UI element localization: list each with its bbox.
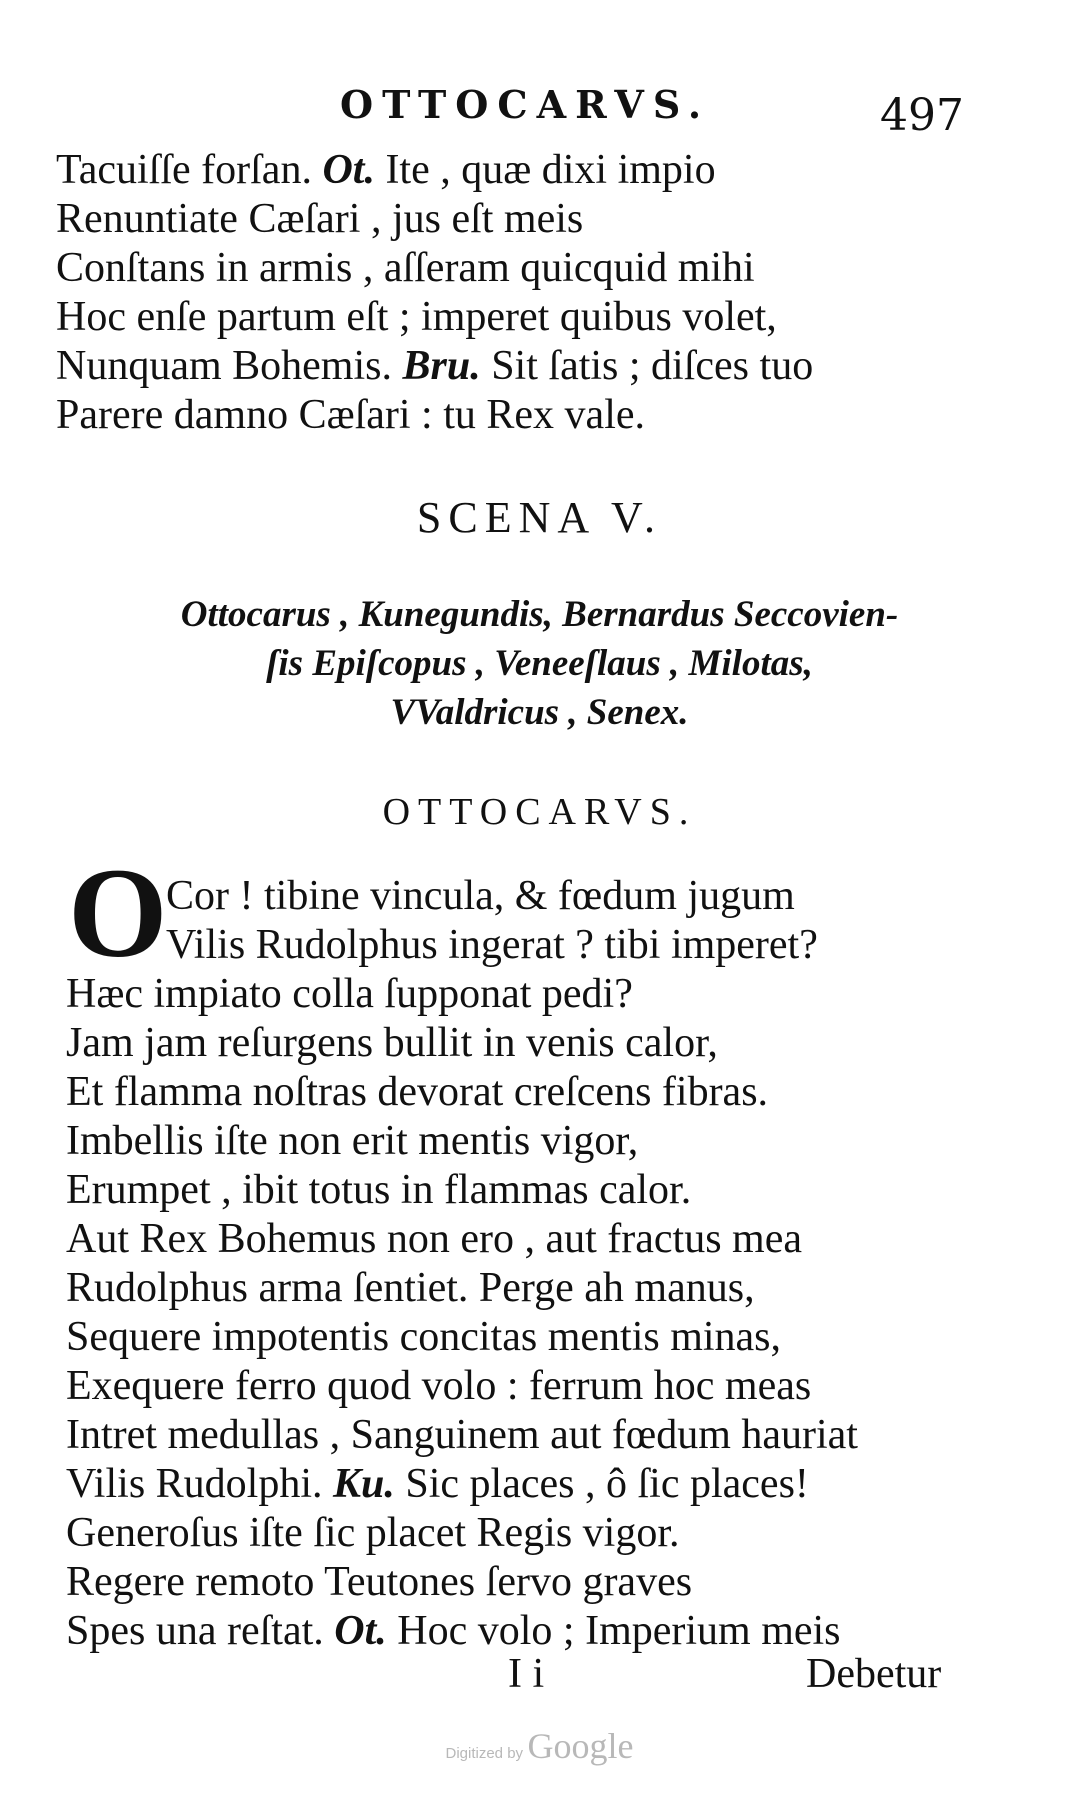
persons-line: ſis Epiſcopus , Veneeſlaus , Milotas,: [266, 643, 813, 684]
verse-line: Jam jam reſurgens bullit in venis calor,: [66, 1020, 718, 1066]
verse-line: Imbellis iſte non erit mentis vigor,: [66, 1118, 639, 1164]
speaker-abbrev: Ot.: [334, 1608, 387, 1654]
running-title: OTTOCARVS.: [340, 82, 711, 127]
speech-opening-lines: [166, 872, 1079, 970]
google-logo: Google: [527, 1726, 634, 1766]
verse-line: Nunquam Bohemis. Bru. Sit ſatis ; diſces tuo: [56, 343, 814, 389]
dramatis-personae: [0, 590, 1079, 737]
verse-line: Sequere impotentis concitas mentis minas,: [66, 1314, 782, 1360]
verse-line: Tacuiſſe forſan. Ot. Ite , quæ dixi impio: [56, 147, 716, 193]
verse-line: Vilis Rudolphi. Ku. Sic places , ô ſic places!: [66, 1461, 809, 1507]
speaker-abbrev: Ot.: [322, 147, 375, 193]
speaker-abbrev: Ku.: [333, 1461, 395, 1507]
verse-line: Vilis Rudolphus ingerat ? tibi imperet?: [166, 922, 818, 968]
verse-line: Cor ! tibine vincula, & fœdum jugum: [166, 873, 795, 919]
persons-line: Ottocarus , Kunegundis, Bernardus Seccovien-: [180, 594, 899, 635]
scene-title: SCENA V.: [416, 493, 663, 542]
verse-line: Erumpet , ibit totus in flammas calor.: [66, 1167, 692, 1213]
persons-line: VValdricus , Senex.: [390, 692, 689, 733]
verse-line: Hoc enſe partum eſt ; imperet quibus volet,: [56, 294, 777, 340]
signature-mark: I i: [508, 1651, 545, 1697]
verse-line: Renuntiate Cæſari , jus eſt meis: [56, 196, 584, 242]
verse-line: Intret medullas , Sanguinem aut fœdum hauriat: [66, 1412, 858, 1458]
verse-line: Et flamma noſtras devorat creſcens fibras.: [66, 1069, 769, 1115]
catchword: Debetur: [806, 1651, 942, 1697]
verse-line: Parere damno Cæſari : tu Rex vale.: [56, 392, 646, 438]
verse-line: Regere remoto Teutones ſervo graves: [66, 1559, 693, 1605]
drop-cap: O: [68, 842, 168, 984]
top-verse-block: [56, 146, 1016, 440]
verse-line: Generoſus iſte ſic placet Regis vigor.: [66, 1510, 680, 1556]
verse-line: Aut Rex Bohemus non ero , aut fractus mea: [66, 1216, 802, 1262]
digitized-label: Digitized by: [445, 1745, 524, 1762]
verse-line: Spes una reſtat. Ot. Hoc volo ; Imperium meis: [66, 1608, 841, 1654]
speaker-abbrev: Bru.: [402, 343, 481, 389]
speech-verse-block: [66, 970, 1026, 1656]
verse-line: Rudolphus arma ſentiet. Perge ah manus,: [66, 1265, 755, 1311]
speaker-heading: OTTOCARVS.: [382, 791, 697, 833]
digitized-footer: [0, 1725, 1079, 1767]
verse-line: Exequere ferro quod volo : ferrum hoc meas: [66, 1363, 812, 1409]
page-number: 497: [880, 90, 964, 141]
verse-line: Hæc impiato colla ſupponat pedi?: [66, 971, 633, 1017]
verse-line: Conſtans in armis , aſſeram quicquid mihi: [56, 245, 755, 291]
